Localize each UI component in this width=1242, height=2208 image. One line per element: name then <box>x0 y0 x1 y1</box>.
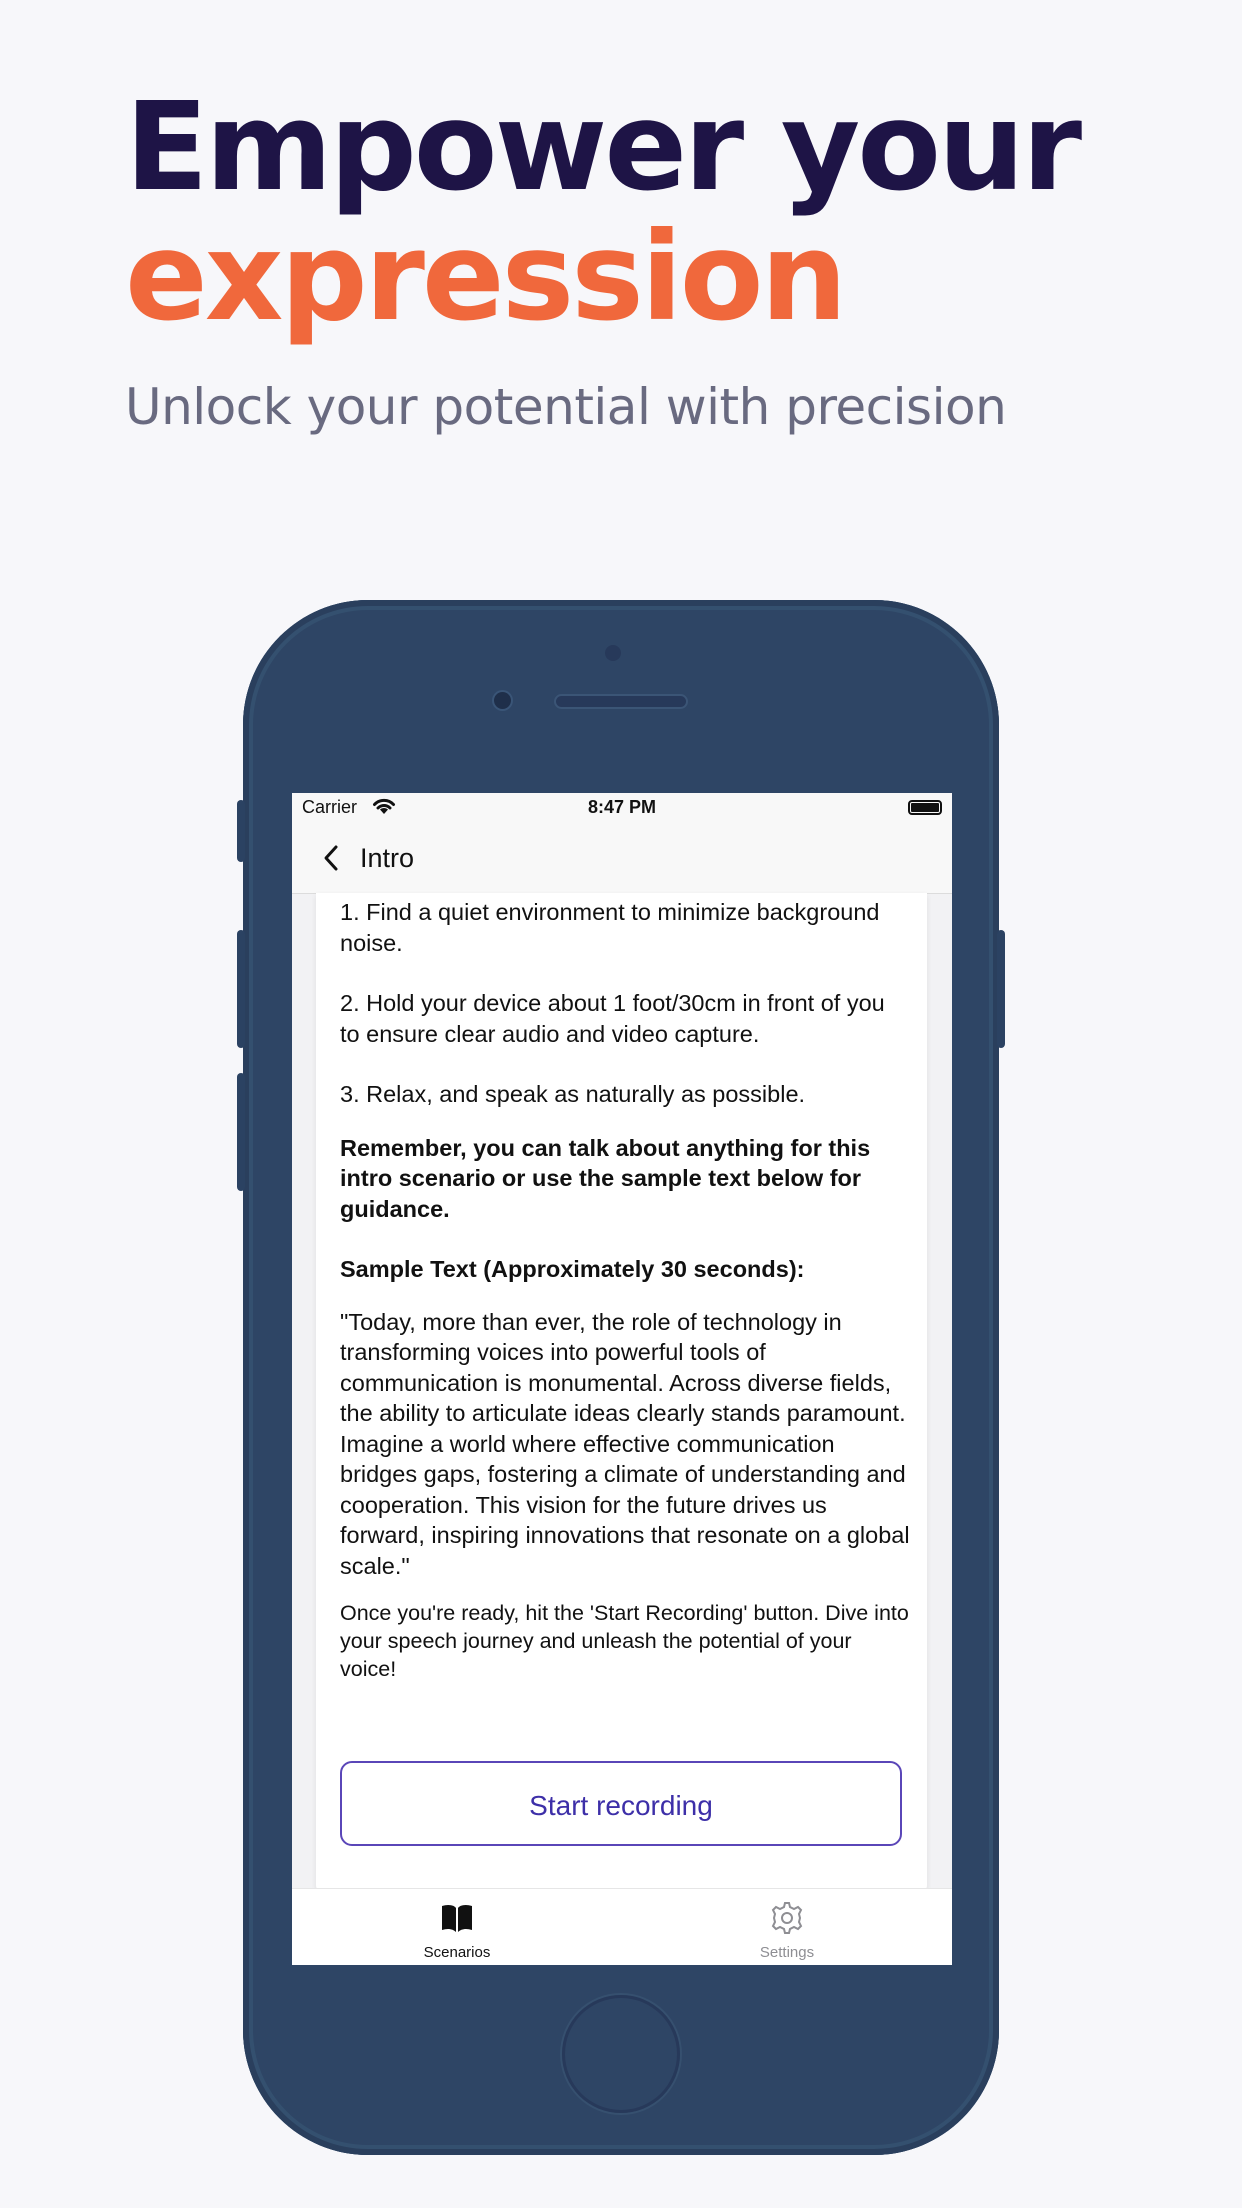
phone-mute-switch <box>237 800 245 862</box>
tab-settings-label: Settings <box>759 1944 815 1961</box>
phone-front-camera <box>494 692 511 709</box>
book-icon <box>292 1901 622 1935</box>
step-2-text: 2. Hold your device about 1 foot/30cm in front of you to ensure clear audio and video capture. <box>340 990 885 1047</box>
sample-text: "Today, more than ever, the role of technology in transforming voices into powerful tools of communication is monumental. Across diverse fields, the ability to articulate ideas clearly stands paramount. Imagine a world where effective communication bridges gaps, fostering a climate of understanding and cooperation. This vision for the future drives us forward, inspiring innovations that resonate on a global scale." <box>340 1308 910 1579</box>
tab-scenarios[interactable] <box>292 1889 622 1965</box>
status-bar <box>292 793 952 823</box>
carrier-label: Carrier <box>302 797 358 817</box>
instructions-content <box>340 893 910 1683</box>
headline-line1: Empower your <box>125 76 1080 218</box>
nav-title: Intro <box>360 843 415 873</box>
remember-text: Remember, you can talk about anything for this intro scenario or use the sample text below for guidance. <box>340 1134 871 1222</box>
battery-icon <box>908 800 942 815</box>
phone-sensor <box>605 645 621 661</box>
headline <box>125 76 1080 348</box>
tab-scenarios-label: Scenarios <box>423 1944 491 1961</box>
phone-volume-down <box>237 1073 245 1191</box>
gear-icon <box>622 1901 952 1935</box>
phone-speaker <box>556 696 686 707</box>
sample-heading: Sample Text (Approximately 30 seconds): <box>340 1256 805 1282</box>
status-time: 8:47 PM <box>587 797 657 817</box>
step-1-text: 1. Find a quiet environment to minimize background noise. <box>340 899 880 956</box>
tab-bar <box>292 1888 952 1965</box>
phone-screen <box>292 793 952 1965</box>
phone-home-button <box>562 1995 680 2113</box>
ready-text: Once you're ready, hit the 'Start Recording' button. Dive into your speech journey and unleash the potential of your voice! <box>340 1601 909 1681</box>
headline-line2: expression <box>125 206 845 348</box>
tab-settings[interactable] <box>622 1889 952 1965</box>
navigation-bar <box>292 823 952 894</box>
start-recording-button[interactable]: Start recording <box>340 1761 902 1846</box>
phone-power-button <box>997 930 1005 1048</box>
subheadline: Unlock your potential with precision <box>125 378 1007 436</box>
chevron-left-icon[interactable] <box>320 843 344 873</box>
phone-volume-up <box>237 930 245 1048</box>
step-3-text: 3. Relax, and speak as naturally as possible. <box>340 1081 806 1107</box>
instructions-card <box>316 893 927 1893</box>
